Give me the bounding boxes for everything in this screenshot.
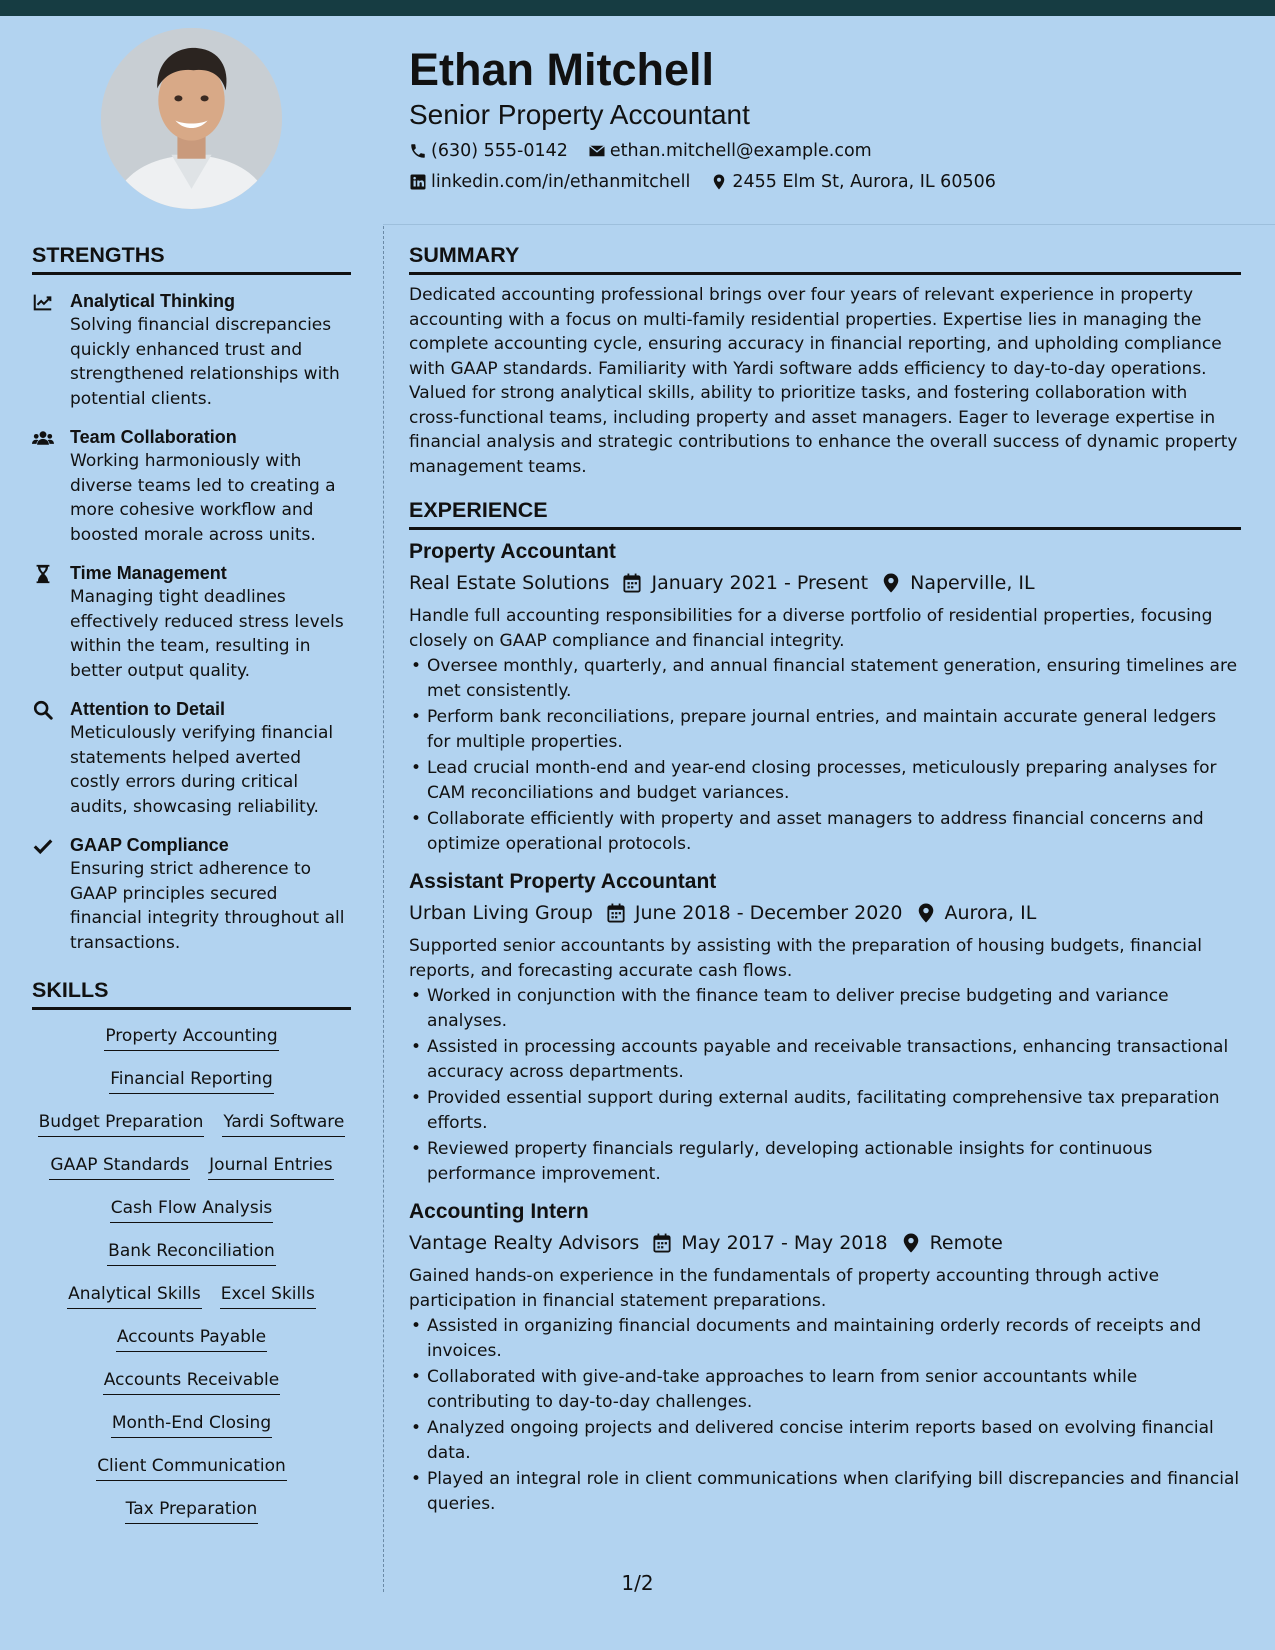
job-bullets [409,984,1241,1186]
map-pin-icon [710,173,728,191]
job-dates: January 2021 - Present [651,572,869,594]
experience-entry [409,868,1241,1186]
strength-desc: Meticulously verifying financial statements helped averted costly errors during critical audits, showcasing reliability. [70,723,334,817]
job-meta [409,898,1241,928]
address-contact [710,170,996,194]
experience-entry [409,1198,1241,1516]
top-bar [0,0,1275,16]
job-description: Supported senior accountants by assisting with the preparation of housing budgets, financial reports, and forecasting accurate cash flows. [409,936,1202,981]
avatar [101,28,282,209]
check-icon [32,835,54,857]
experience-entry [409,538,1241,856]
skill-tag: Analytical Skills [67,1282,202,1309]
skill-tag: Yardi Software [222,1110,345,1137]
strength-desc: Solving financial discrepancies quickly enhanced trust and strengthened relationships with potential clients. [70,315,340,409]
strength-desc: Managing tight deadlines effectively reduced stress levels within the team, resulting in better output quality. [70,587,344,681]
strength-desc: Ensuring strict adherence to GAAP principles secured financial integrity throughout all transactions. [70,859,345,953]
skill-tag: Property Accounting [104,1024,278,1051]
job-meta [409,568,1241,598]
skill-tag: Tax Preparation [125,1497,259,1524]
skill-tag: Month-End Closing [111,1411,272,1438]
job-location: Aurora, IL [944,902,1037,924]
company-name: Urban Living Group [409,902,593,924]
resume-header [409,42,1239,194]
list-item: • Assisted in organizing financial documents and maintaining orderly records of receipts and invoices. [409,1314,1241,1363]
skill-tag: Budget Preparation [38,1110,205,1137]
linkedin-icon [409,173,427,191]
skill-tag: Excel Skills [220,1282,316,1309]
profile-photo [101,28,282,209]
candidate-name: Ethan Mitchell [409,44,715,95]
strength-title: Team Collaboration [70,427,237,447]
search-icon [32,699,54,721]
contact-row-2 [409,170,1239,194]
map-pin-icon [902,1233,920,1253]
list-item: • Collaborated with give-and-take approaches to learn from senior accountants while contributing to day-to-day challenges. [409,1365,1241,1414]
strength-title: Time Management [70,563,227,583]
job-meta [409,1228,1241,1258]
envelope-icon [588,142,606,160]
phone-contact[interactable] [409,139,568,163]
linkedin-contact[interactable] [409,170,690,194]
phone-text: (630) 555-0142 [431,141,568,161]
summary-heading: SUMMARY [409,242,1241,275]
left-column [32,242,351,1540]
map-pin-icon [882,573,900,593]
list-item: • Reviewed property financials regularly, developing actionable insights for continuous performance improvement. [409,1137,1241,1186]
list-item: • Oversee monthly, quarterly, and annual financial statement generation, ensuring timelines are met consistently. [409,654,1241,703]
strength-item [32,697,351,819]
job-bullets [409,1314,1241,1516]
strength-item [32,425,351,547]
strength-desc: Working harmoniously with diverse teams led to creating a more cohesive workflow and boosted morale across units. [70,451,336,545]
job-title: Assistant Property Accountant [409,870,717,893]
hourglass-icon [32,563,54,585]
calendar-icon [653,1233,671,1253]
users-icon [32,427,54,449]
calendar-icon [607,903,625,923]
job-description: Gained hands-on experience in the fundamentals of property accounting through active participation in financial statement preparations. [409,1266,1160,1311]
chart-line-icon [32,291,54,313]
list-item: • Collaborate efficiently with property and asset managers to address financial concerns and optimize operational protocols. [409,807,1241,856]
email-text: ethan.mitchell@example.com [609,141,872,161]
skills-heading: SKILLS [32,977,351,1010]
strength-item [32,289,351,411]
skill-tag: Client Communication [96,1454,287,1481]
skill-tag: Accounts Payable [116,1325,267,1352]
job-dates: May 2017 - May 2018 [681,1232,888,1254]
job-location: Naperville, IL [910,572,1035,594]
strength-title: Attention to Detail [70,699,225,719]
strength-item [32,833,351,955]
strength-title: Analytical Thinking [70,291,236,311]
company-name: Real Estate Solutions [409,572,610,594]
summary-text: Dedicated accounting professional brings over four years of relevant experience in property accounting with a focus on multi-family residential properties. Expertise lies in managing the complete accounting cycle, ensuring accuracy in financial reporting, and upholding compliance with GAAP standards. Familiarity with Yardi software adds efficiency to day-to-day operations. Valued for strong analytical skills, ability to prioritize tasks, and fostering collaboration with cross-functional teams, including property and asset managers. Eager to leverage expertise in financial analysis and strategic contributions to enhance the overall success of dynamic property management teams. [409,285,1238,477]
job-location: Remote [929,1232,1003,1254]
strength-item [32,561,351,683]
phone-icon [409,142,427,160]
contact-row-1 [409,139,1239,163]
list-item: • Lead crucial month-end and year-end closing processes, meticulously preparing analyses for CAM reconciliations and budget variances. [409,756,1241,805]
right-column [409,242,1241,1518]
page-number: 1/2 [621,1571,654,1595]
list-item: • Perform bank reconciliations, prepare journal entries, and maintain accurate general ledgers for multiple properties. [409,705,1241,754]
skill-tag: GAAP Standards [49,1153,190,1180]
job-dates: June 2018 - December 2020 [634,902,903,924]
skill-tag: Financial Reporting [109,1067,274,1094]
skill-tag: Journal Entries [208,1153,333,1180]
calendar-icon [623,573,641,593]
list-item: • Played an integral role in client communications when clarifying bill discrepancies and financial queries. [409,1467,1241,1516]
job-bullets [409,654,1241,856]
job-title: Accounting Intern [409,1200,589,1223]
email-contact[interactable] [588,139,872,163]
skill-tag: Accounts Receivable [103,1368,280,1395]
company-name: Vantage Realty Advisors [409,1232,640,1254]
linkedin-text: linkedin.com/in/ethanmitchell [431,172,691,192]
address-text: 2455 Elm St, Aurora, IL 60506 [732,172,996,192]
skill-tag: Bank Reconciliation [107,1239,276,1266]
job-title: Property Accountant [409,540,616,563]
skill-tag: Cash Flow Analysis [110,1196,274,1223]
header-separator [383,224,1275,225]
column-divider [383,226,384,1592]
experience-heading: EXPERIENCE [409,497,1241,530]
map-pin-icon [917,903,935,923]
skills-list [32,1024,351,1540]
list-item: • Worked in conjunction with the finance team to deliver precise budgeting and variance analyses. [409,984,1241,1033]
list-item: • Assisted in processing accounts payable and receivable transactions, enhancing transactional accuracy across departments. [409,1035,1241,1084]
strengths-heading: STRENGTHS [32,242,351,275]
strength-title: GAAP Compliance [70,835,229,855]
list-item: • Analyzed ongoing projects and delivered concise interim reports based on evolving financial data. [409,1416,1241,1465]
job-description: Handle full accounting responsibilities for a diverse portfolio of residential properties, focusing closely on GAAP compliance and financial integrity. [409,606,1213,651]
candidate-title: Senior Property Accountant [409,99,750,130]
list-item: • Provided essential support during external audits, facilitating comprehensive tax preparation efforts. [409,1086,1241,1135]
